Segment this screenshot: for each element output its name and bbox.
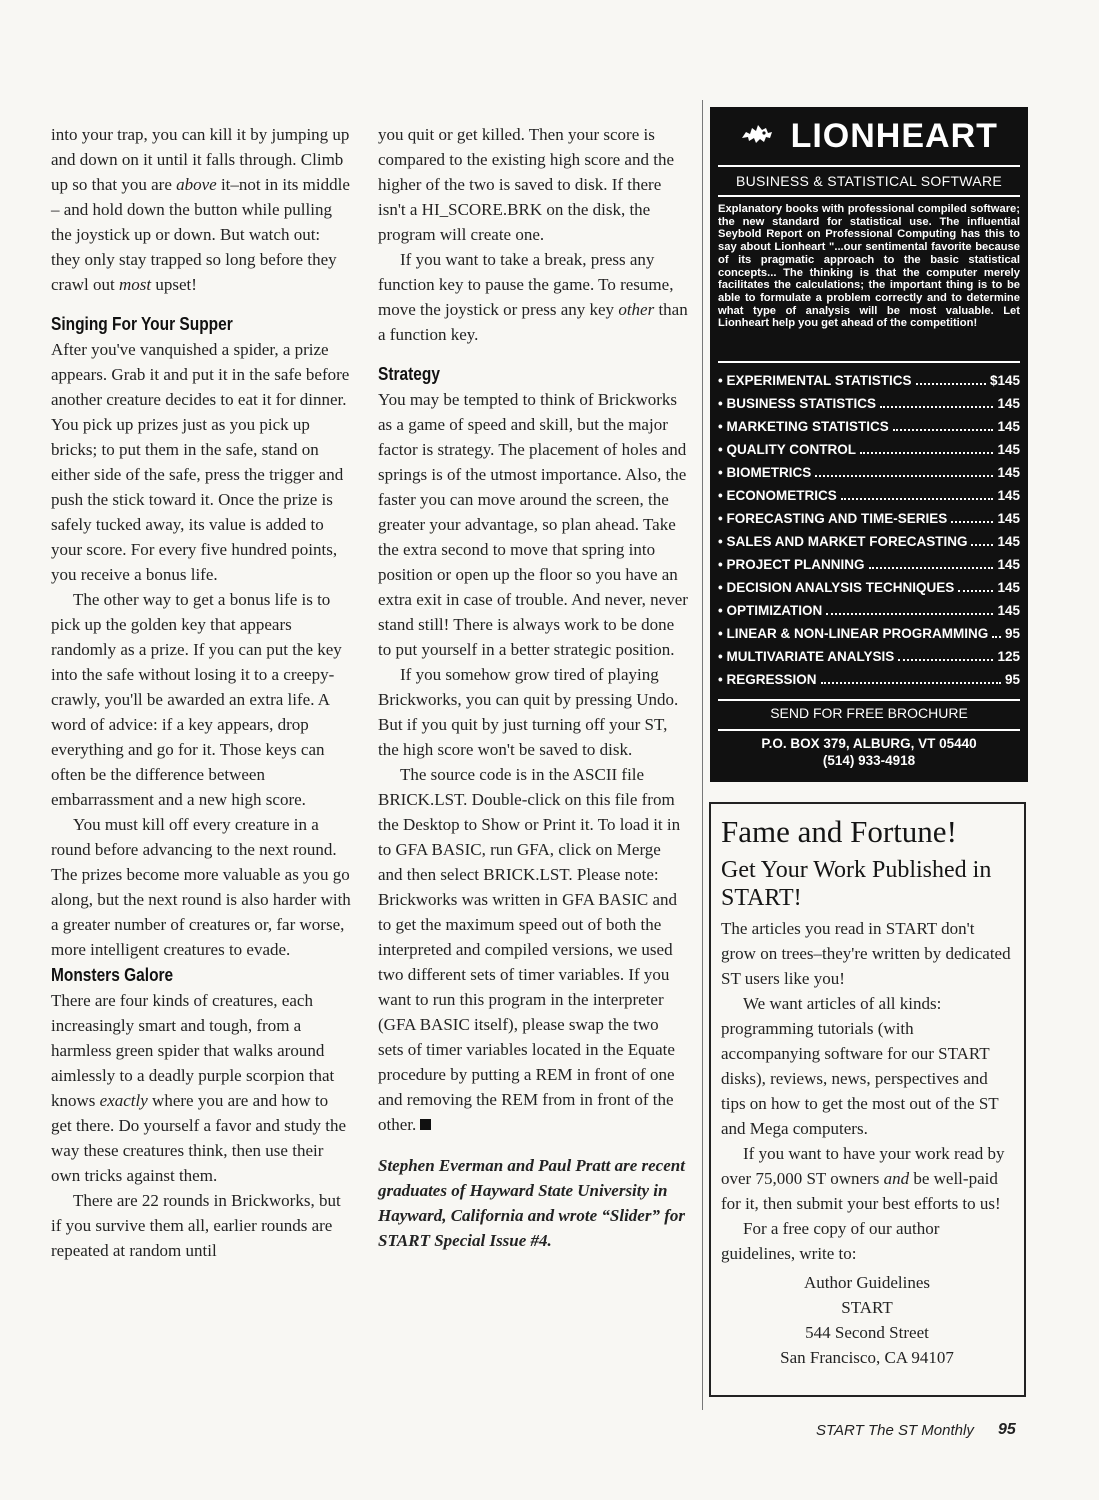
fame-paragraph: For a free copy of our author guidelines, write to: <box>721 1219 940 1263</box>
article-paragraph: You may be tempted to think of Brickworks as a game of speed and skill, but the major factor is strategy. The placement of holes and springs is of the utmost importance. Also, the faster you can move around the screen, the greater your advantage, so plan ahead. Take the extra second to move that spring into position or open up the floor so you have an extra exit in case of trouble. And never, never stand still! There is always work to be done to put yourself in a better strategic position. <box>378 390 688 659</box>
price-row <box>718 576 1020 599</box>
guidelines-address <box>721 1270 1013 1370</box>
fame-paragraph: The articles you read in START don't grow on trees–they're written by dedicated ST users like you! <box>721 919 1011 988</box>
address-line: START <box>841 1298 893 1317</box>
dot-leader <box>860 438 993 454</box>
product-price: 125 <box>997 649 1020 664</box>
product-name: • PROJECT PLANNING <box>718 557 865 572</box>
fame-body <box>721 916 1013 1370</box>
product-price: 145 <box>997 419 1020 434</box>
section-heading-monsters: Monsters Galore <box>51 965 174 985</box>
product-name: • SALES AND MARKET FORECASTING <box>718 534 968 549</box>
fame-fortune-ad <box>709 802 1026 1397</box>
article-paragraph: After you've vanquished a spider, a prize appears. Grab it and put it in the safe before another creature decides to eat it for dinner. You pick up prizes just as you pick up bricks; to put them in the safe, stand on either side of the safe, press the trigger and push the stick toward it. Once the prize is safely tucked away, its value is added to your score. For every five hundred points, you receive a bonus life. <box>51 340 350 584</box>
dot-leader <box>916 369 986 385</box>
section-heading-singing: Singing For Your Supper <box>51 314 233 334</box>
dot-leader <box>826 599 993 615</box>
column-divider <box>702 100 703 1410</box>
author-bio: Stephen Everman and Paul Pratt are recent graduates of Hayward State University in Hayward, California and wrote “Slider” for START Special Issue #4. <box>378 1156 685 1250</box>
dot-leader <box>815 461 993 477</box>
product-name: • OPTIMIZATION <box>718 603 823 618</box>
product-name: • REGRESSION <box>718 672 817 687</box>
dot-leader <box>971 530 993 546</box>
product-name: • MULTIVARIATE ANALYSIS <box>718 649 895 664</box>
price-list <box>718 369 1020 691</box>
product-price: 145 <box>997 488 1020 503</box>
lionheart-ad <box>710 107 1028 782</box>
lion-icon <box>740 122 774 151</box>
price-row <box>718 461 1020 484</box>
product-price: 145 <box>997 557 1020 572</box>
product-price: 95 <box>1004 672 1020 687</box>
brochure-offer: SEND FOR FREE BROCHURE <box>770 705 968 721</box>
price-row <box>718 622 1020 645</box>
product-name: • EXPERIMENTAL STATISTICS <box>718 373 912 388</box>
address-line: 544 Second Street <box>805 1323 929 1342</box>
magazine-brand: START The ST Monthly <box>816 1422 974 1439</box>
article-paragraph: If you somehow grow tired of playing Brickworks, you can quit by pressing Undo. But if you quit by just turning off your ST, the high score won't be saved to disk. <box>378 665 679 759</box>
dot-leader <box>893 415 994 431</box>
address-line: P.O. BOX 379, ALBURG, VT 05440 <box>761 736 977 751</box>
end-mark-icon <box>420 1119 431 1130</box>
dot-leader <box>841 484 994 500</box>
product-name: • QUALITY CONTROL <box>718 442 856 457</box>
article-paragraph: You must kill off every creature in a round before advancing to the next round. The prizes become more valuable as you go along, but the next round is also harder with a greater number of creatures or, far worse, more intelligent creatures to evade. <box>51 815 351 959</box>
divider <box>718 195 1020 197</box>
section-heading-strategy: Strategy <box>378 364 440 384</box>
product-name: • DECISION ANALYSIS TECHNIQUES <box>718 580 955 595</box>
phone-line: (514) 933-4918 <box>822 753 916 768</box>
dot-leader <box>951 507 993 523</box>
divider <box>718 361 1020 363</box>
article-paragraph: The source code is in the ASCII file BRICK.LST. Double-click on this file from the Desktop to Show or Print it. To load it in to GFA BASIC, run GFA, click on Merge and then select BRICK.LST. Please note: Brickworks was written in GFA BASIC and to get the maximum speed out of both the interpreted and compiled versions, we used two different sets of timer variables. If you want to run this program in the interpreter (GFA BASIC itself), please swap the two sets of timer variables located in the Equate procedure by putting a REM in front of one and removing the REM from in front of the other. <box>378 765 681 1134</box>
price-row <box>718 553 1020 576</box>
address-line: Author Guidelines <box>803 1273 931 1292</box>
dot-leader <box>958 576 993 592</box>
product-price: 145 <box>997 534 1020 549</box>
product-price: 145 <box>997 603 1020 618</box>
price-row <box>718 438 1020 461</box>
price-row <box>718 530 1020 553</box>
product-price: 145 <box>997 442 1020 457</box>
product-price: 95 <box>1004 626 1020 641</box>
product-name: • BIOMETRICS <box>718 465 812 480</box>
dot-leader <box>821 668 1001 684</box>
product-name: • LINEAR & NON-LINEAR PROGRAMMING <box>718 626 989 641</box>
article-paragraph: you quit or get killed. Then your score is compared to the existing high score and the higher of the two is saved to disk. If there isn't a HI_SCORE.BRK on the disk, the program will create one. <box>378 125 674 244</box>
price-row <box>718 369 1020 392</box>
divider <box>718 699 1020 701</box>
article-paragraph: There are 22 rounds in Brickworks, but if you survive them all, earlier rounds are repeated at random until <box>51 1191 341 1260</box>
dot-leader <box>898 645 993 661</box>
lionheart-header <box>710 117 1028 167</box>
page-number: 95 <box>998 1421 1016 1438</box>
address-line: San Francisco, CA 94107 <box>780 1348 954 1367</box>
price-row <box>718 484 1020 507</box>
price-row <box>718 392 1020 415</box>
dot-leader <box>869 553 994 569</box>
product-name: • MARKETING STATISTICS <box>718 419 889 434</box>
lionheart-description: Explanatory books with professional compiled software; the new standard for statistical use. The influential Seybold Report on Professional Computing has this to say about Lionheart "...our sentimental favorite because of its pragmatic approach to the basic statistical concepts... The thinking is that the computer merely facilitates the calculations; the important thing is to be able to formulate a problem correctly and to determine what type of analysis will be most valuable. Let Lionheart help you get ahead of the competition! <box>718 203 1020 330</box>
dot-leader <box>880 392 993 408</box>
price-row <box>718 507 1020 530</box>
product-name: • ECONOMETRICS <box>718 488 837 503</box>
product-price: 145 <box>997 511 1020 526</box>
page-footer <box>816 1421 1016 1439</box>
product-price: 145 <box>997 396 1020 411</box>
lionheart-subtitle: BUSINESS & STATISTICAL SOFTWARE <box>735 173 1002 189</box>
lionheart-title: LIONHEART <box>790 117 998 155</box>
fame-paragraph: We want articles of all kinds: programming tutorials (with accompanying software for our START disks), reviews, news, perspectives and tips on how to get the most out of the ST and Mega computers. <box>721 994 999 1138</box>
price-row <box>718 415 1020 438</box>
lionheart-address <box>710 735 1028 769</box>
article-column-2 <box>378 122 688 1253</box>
product-name: • BUSINESS STATISTICS <box>718 396 876 411</box>
product-name: • FORECASTING AND TIME-SERIES <box>718 511 948 526</box>
article-column-1 <box>51 122 353 1263</box>
divider <box>718 165 1020 167</box>
fame-subtitle: Get Your Work Published in START! <box>721 857 992 911</box>
fame-paragraph: If you want to have your work read by over 75,000 ST owners and be well-paid for it, then submit your best efforts to us! <box>721 1144 1005 1213</box>
fame-title: Fame and Fortune! <box>721 814 957 849</box>
price-row <box>718 599 1020 622</box>
divider <box>718 729 1020 731</box>
product-price: 145 <box>997 580 1020 595</box>
article-paragraph: The other way to get a bonus life is to pick up the golden key that appears randomly as a prize. If you can put the key into the safe without losing it to a creepy-crawly, you'll be awarded an extra life. A word of advice: if a key appears, drop everything and go for it. Those keys can often be the difference between embarrassment and a new high score. <box>51 590 342 809</box>
product-price: $145 <box>989 373 1020 388</box>
article-paragraph: If you want to take a break, press any function key to pause the game. To resume, move the joystick or press any key other than a function key. <box>378 250 688 344</box>
article-paragraph: There are four kinds of creatures, each increasingly smart and tough, from a harmless green spider that walks around aimlessly to a deadly purple scorpion that knows exactly where you are and how to get there. Do yourself a favor and study the way these creatures think, then use their own tricks against them. <box>51 991 347 1185</box>
article-paragraph: into your trap, you can kill it by jumping up and down on it until it falls through. Climb up so that you are above it–not in its middle – and hold down the button while pulling the joystick up or down. But watch out: they only stay trapped so long before they crawl out most upset! <box>51 125 350 294</box>
price-row <box>718 645 1020 668</box>
product-price: 145 <box>997 465 1020 480</box>
dot-leader <box>992 622 1001 638</box>
price-row <box>718 668 1020 691</box>
